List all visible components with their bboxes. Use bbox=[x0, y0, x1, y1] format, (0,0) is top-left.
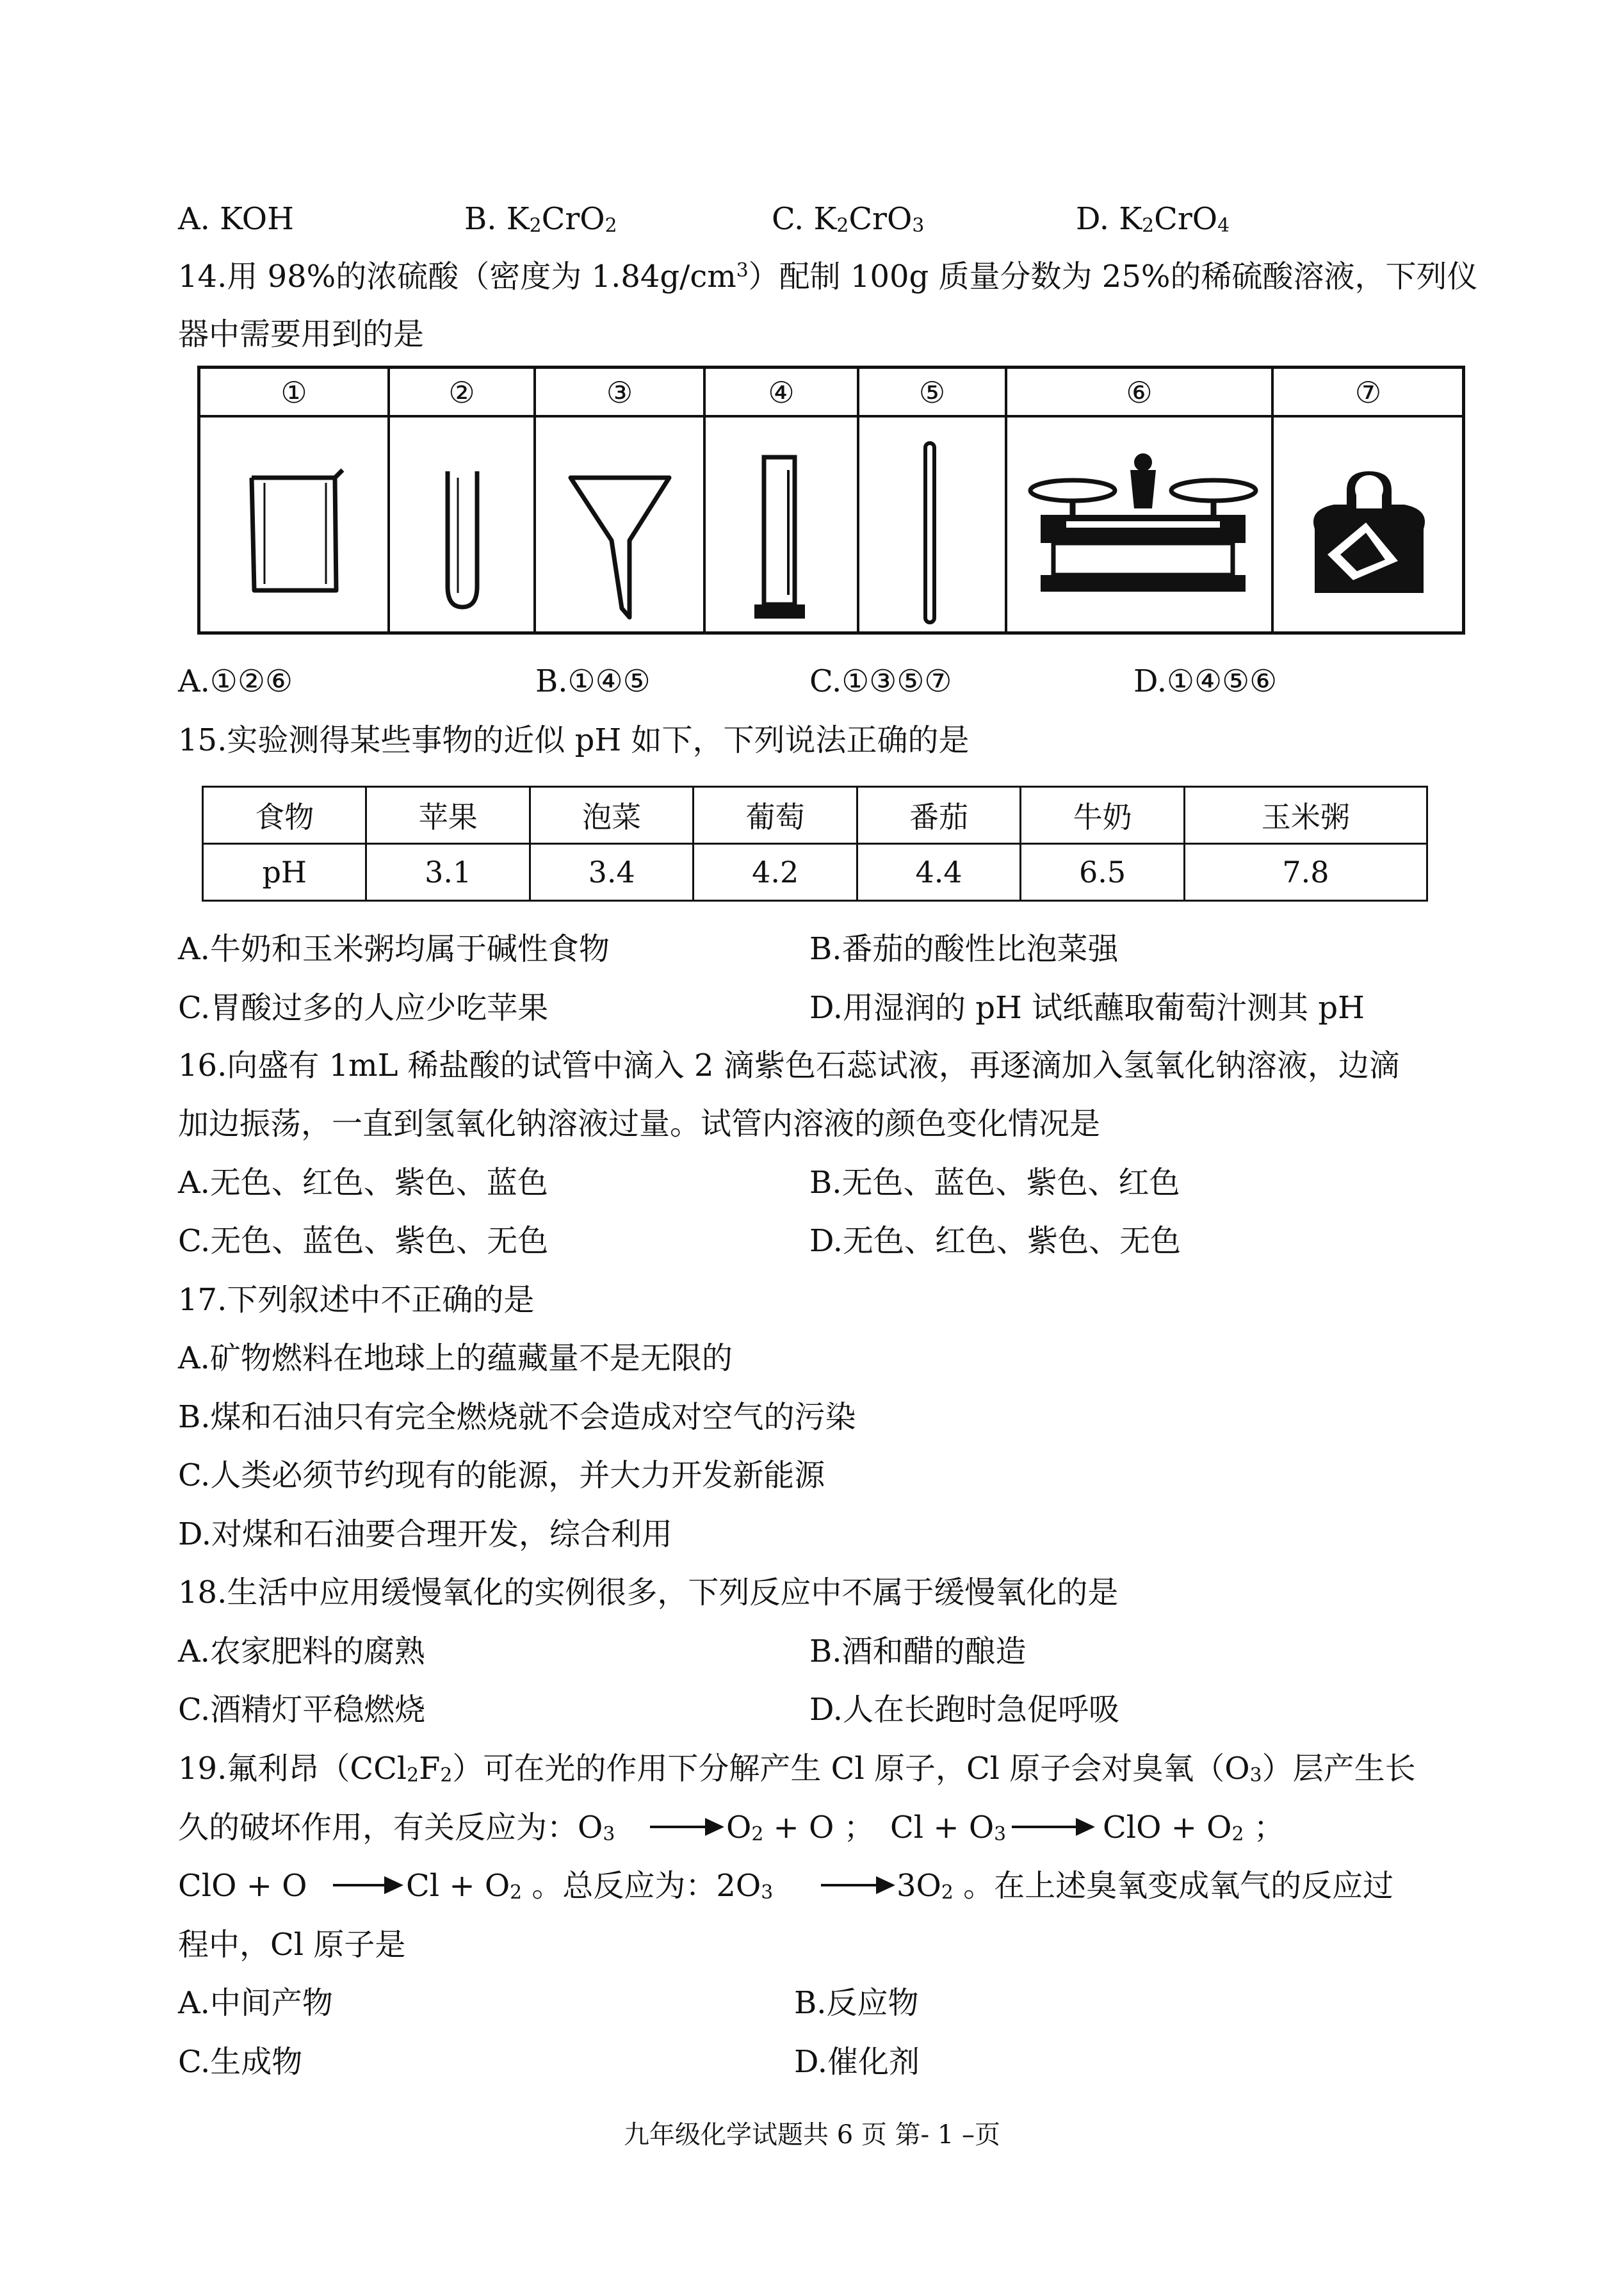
page-footer: 九年级化学试题共 6 页 第- 1 –页 bbox=[624, 2120, 1000, 2150]
q17-option-d[interactable]: D.对煤和石油要合理开发，综合利用 bbox=[178, 1516, 673, 1552]
test-tube-icon bbox=[440, 465, 485, 612]
q15-option-b[interactable]: B.番茄的酸性比泡菜强 bbox=[809, 931, 1119, 967]
apparatus-number-1: ① bbox=[280, 375, 307, 410]
balance-icon bbox=[1028, 444, 1258, 611]
apparatus-number-3: ③ bbox=[606, 375, 633, 410]
table-cell: pH bbox=[203, 844, 366, 901]
apparatus-number-6: ⑥ bbox=[1126, 375, 1153, 410]
q19-reaction-2-products: ClO + $O_2$ ； bbox=[1103, 1810, 1285, 1846]
weight-box-icon bbox=[1295, 452, 1443, 612]
ph-table-value-row bbox=[203, 844, 1427, 901]
table-cell: 泡菜 bbox=[530, 787, 693, 844]
table-cell: 3.1 bbox=[366, 844, 530, 901]
ph-table bbox=[202, 786, 1428, 902]
table-cell: 食物 bbox=[203, 787, 366, 844]
table-cell: 4.4 bbox=[857, 844, 1020, 901]
q19-option-d[interactable]: D.催化剂 bbox=[794, 2044, 920, 2080]
q19-reaction-line: 久的破坏作用，有关反应为：$O_3$ bbox=[178, 1810, 615, 1846]
q13-option-b[interactable]: B. $K_2CrO_2$ bbox=[464, 201, 617, 238]
table-cell: 6.5 bbox=[1021, 844, 1184, 901]
q14-stem-line2: 器中需要用到的是 bbox=[178, 316, 425, 352]
glass-rod-icon bbox=[911, 438, 950, 630]
table-cell: 番茄 bbox=[857, 787, 1020, 844]
apparatus-number-4: ④ bbox=[768, 375, 795, 410]
q18-option-a[interactable]: A.农家肥料的腐熟 bbox=[178, 1634, 425, 1669]
graduated-cylinder-icon bbox=[738, 451, 828, 630]
q17-stem: 17.下列叙述中不正确的是 bbox=[178, 1282, 535, 1318]
q19-reaction-3-products: $Cl + O_2$ 。总反应为：$2O_3$ bbox=[406, 1868, 774, 1904]
q16-option-b[interactable]: B.无色、蓝色、紫色、红色 bbox=[809, 1165, 1180, 1201]
q18-stem: 18.生活中应用缓慢氧化的实例很多，下列反应中不属于缓慢氧化的是 bbox=[178, 1575, 1119, 1610]
reaction-arrow-icon bbox=[821, 1884, 893, 1886]
ph-table-header-row bbox=[203, 787, 1427, 844]
beaker-icon bbox=[239, 465, 354, 599]
q14-option-d[interactable]: D.①④⑤⑥ bbox=[1133, 663, 1278, 699]
q19-reaction-1-products: $O_2 + O$ ； bbox=[726, 1810, 875, 1846]
table-cell: 葡萄 bbox=[694, 787, 857, 844]
q19-option-b[interactable]: B.反应物 bbox=[794, 1985, 919, 2021]
q19-stem-line4: 程中，Cl 原子是 bbox=[178, 1927, 406, 1963]
table-cell: 牛奶 bbox=[1021, 787, 1184, 844]
q19-stem-line1: 19.氟利昂$(CCl_2F_2)$可在光的作用下分解产生 Cl 原子，Cl 原子会对臭氧$(O_3)$层产生长 bbox=[178, 1751, 1416, 1787]
apparatus-number-7: ⑦ bbox=[1354, 375, 1382, 410]
q19-option-a[interactable]: A.中间产物 bbox=[178, 1985, 333, 2021]
q13-option-d[interactable]: D. $K_2CrO_4$ bbox=[1076, 201, 1230, 238]
reaction-arrow-icon bbox=[1012, 1826, 1092, 1828]
q14-option-a[interactable]: A.①②⑥ bbox=[178, 663, 293, 699]
table-cell: 4.2 bbox=[694, 844, 857, 901]
q17-option-b[interactable]: B.煤和石油只有完全燃烧就不会造成对空气的污染 bbox=[178, 1399, 856, 1435]
q19-option-c[interactable]: C.生成物 bbox=[178, 2044, 303, 2080]
q16-option-a[interactable]: A.无色、红色、紫色、蓝色 bbox=[178, 1165, 548, 1201]
q19-overall-products: $3O_2$ 。在上述臭氧变成氧气的反应过 bbox=[897, 1868, 1394, 1904]
q19-reaction-3-reactants: ClO + O bbox=[178, 1868, 307, 1904]
table-cell: 玉米粥 bbox=[1184, 787, 1427, 844]
q15-option-d[interactable]: D.用湿润的 pH 试纸蘸取葡萄汁测其 pH bbox=[809, 990, 1365, 1026]
q16-option-d[interactable]: D.无色、红色、紫色、无色 bbox=[809, 1223, 1181, 1259]
q19-reaction-2-reactants: $Cl + O_3$ bbox=[890, 1810, 1007, 1846]
q15-option-a[interactable]: A.牛奶和玉米粥均属于碱性食物 bbox=[178, 931, 610, 967]
q16-option-c[interactable]: C.无色、蓝色、紫色、无色 bbox=[178, 1223, 549, 1259]
q18-option-d[interactable]: D.人在长跑时急促呼吸 bbox=[809, 1692, 1120, 1728]
table-cell: 苹果 bbox=[366, 787, 530, 844]
q13-option-c[interactable]: C. $K_2CrO_3$ bbox=[772, 201, 925, 238]
funnel-icon bbox=[565, 465, 674, 625]
table-cell: 7.8 bbox=[1184, 844, 1427, 901]
apparatus-table bbox=[197, 366, 1465, 635]
q16-stem-line2: 加边振荡，一直到氢氧化钠溶液过量。试管内溶液的颜色变化情况是 bbox=[178, 1106, 1101, 1142]
q15-option-c[interactable]: C.胃酸过多的人应少吃苹果 bbox=[178, 990, 549, 1026]
q14-option-c[interactable]: C.①③⑤⑦ bbox=[809, 663, 952, 699]
q18-option-c[interactable]: C.酒精灯平稳燃烧 bbox=[178, 1692, 426, 1728]
table-cell: 3.4 bbox=[530, 844, 693, 901]
q14-option-b[interactable]: B.①④⑤ bbox=[535, 663, 651, 699]
q14-stem-line1: 14.用 98%的浓硫酸（密度为 $1.84g/cm^3$）配制 100g 质量分数为 25%的稀硫酸溶液，下列仪 bbox=[178, 259, 1478, 295]
q17-option-c[interactable]: C.人类必须节约现有的能源，并大力开发新能源 bbox=[178, 1457, 825, 1493]
reaction-arrow-icon bbox=[333, 1884, 401, 1886]
q18-option-b[interactable]: B.酒和醋的酿造 bbox=[809, 1634, 1027, 1669]
reaction-arrow-icon bbox=[650, 1826, 722, 1828]
q17-option-a[interactable]: A.矿物燃料在地球上的蕴藏量不是无限的 bbox=[178, 1340, 733, 1376]
apparatus-number-2: ② bbox=[448, 375, 475, 410]
apparatus-number-5: ⑤ bbox=[918, 375, 946, 410]
q15-stem: 15.实验测得某些事物的近似 pH 如下，下列说法正确的是 bbox=[178, 722, 970, 758]
q16-stem-line1: 16.向盛有 1mL 稀盐酸的试管中滴入 2 滴紫色石蕊试液，再逐滴加入氢氧化钠溶液，边滴 bbox=[178, 1048, 1400, 1083]
q13-option-a[interactable]: A. KOH bbox=[178, 201, 294, 237]
